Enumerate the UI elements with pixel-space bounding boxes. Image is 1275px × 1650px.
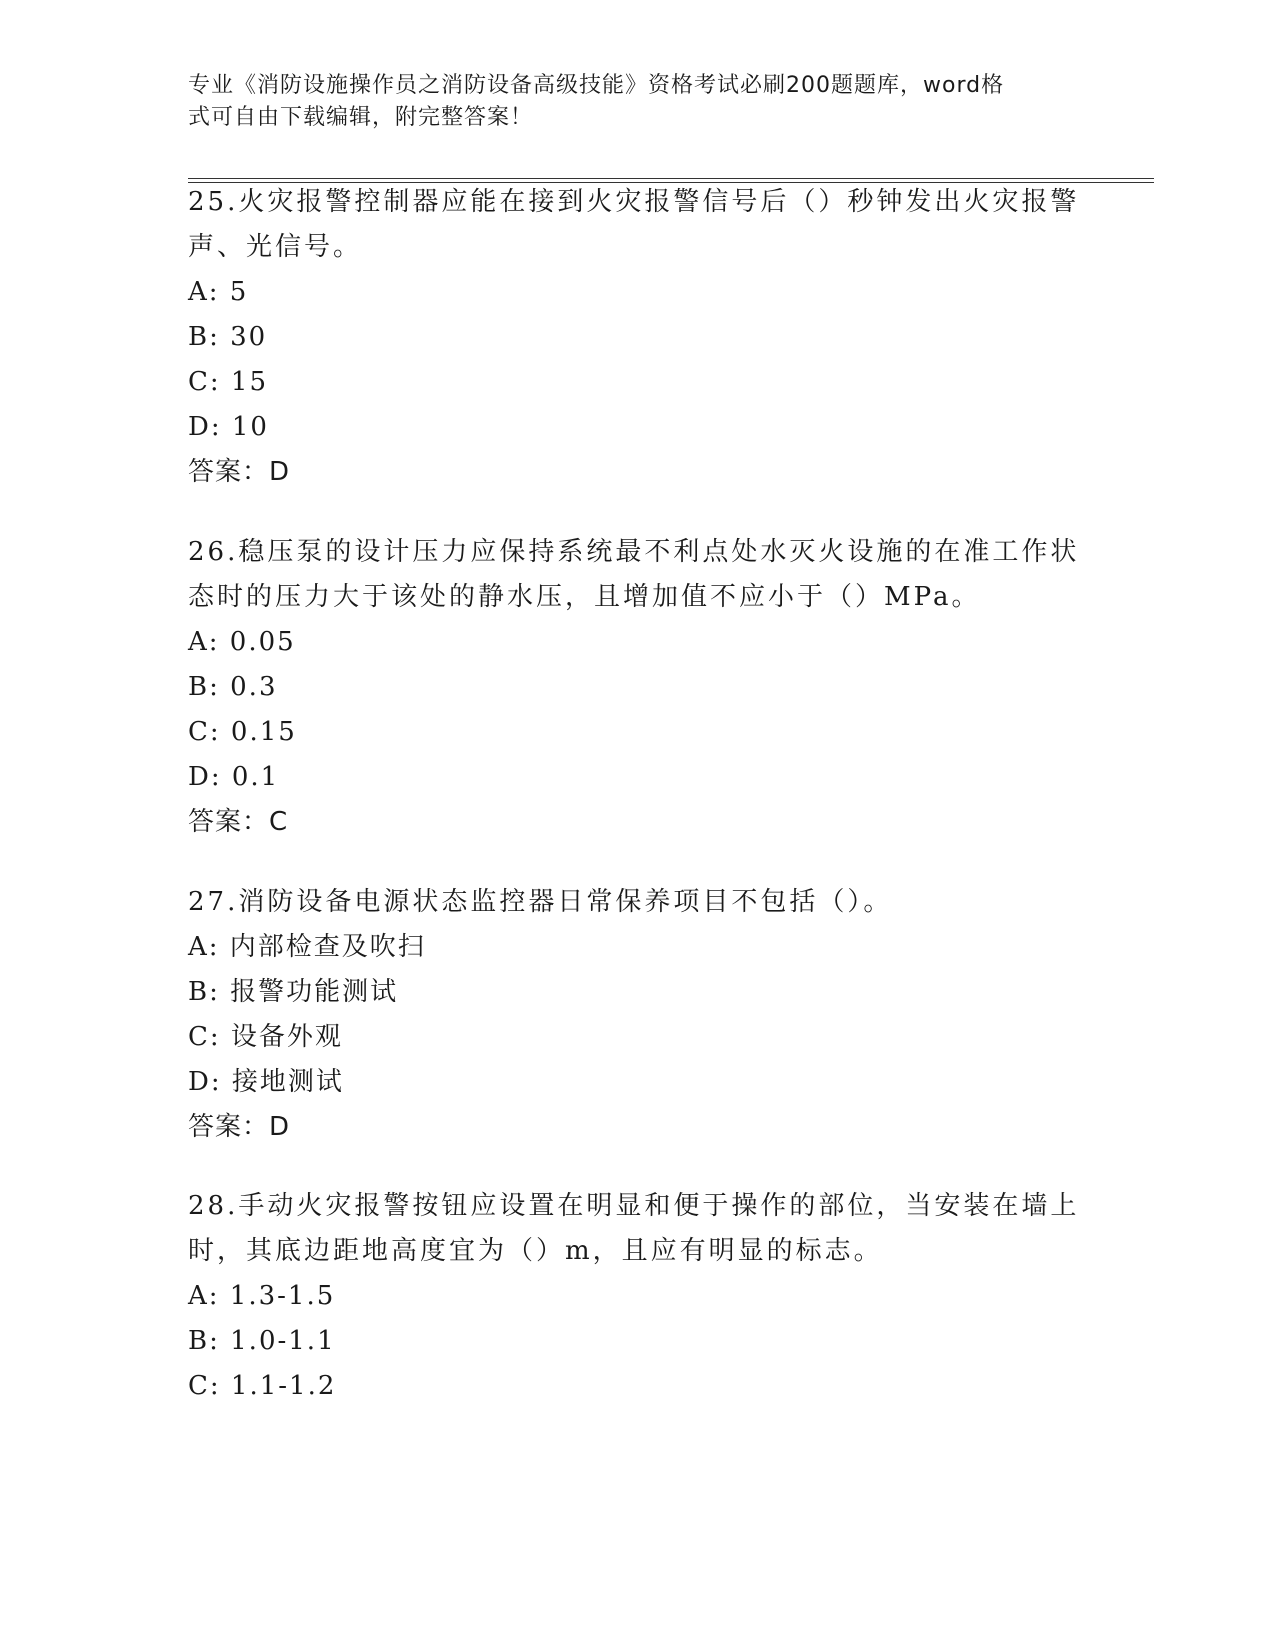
option-c: C: 15 bbox=[188, 367, 269, 397]
question-text-line: 25.火灾报警控制器应能在接到火灾报警信号后（）秒钟发出火灾报警 bbox=[188, 187, 1080, 217]
option-b: B: 1.0-1.1 bbox=[188, 1326, 336, 1356]
answer: 答案：D bbox=[188, 1112, 291, 1142]
document-header bbox=[188, 70, 1068, 134]
question-27 bbox=[188, 880, 1088, 1149]
answer: 答案：C bbox=[188, 807, 289, 837]
header-divider-top bbox=[188, 178, 1154, 179]
option-b: B: 0.3 bbox=[188, 672, 278, 702]
option-c: C: 设备外观 bbox=[188, 1022, 343, 1052]
option-d: D: 接地测试 bbox=[188, 1067, 344, 1097]
answer: 答案：D bbox=[188, 457, 291, 487]
question-26 bbox=[188, 530, 1088, 844]
question-28 bbox=[188, 1184, 1088, 1409]
option-a: A: 5 bbox=[188, 277, 249, 307]
option-a: A: 内部检查及吹扫 bbox=[188, 932, 426, 962]
header-line-1: 专业《消防设施操作员之消防设备高级技能》资格考试必刷200题题库，word格 bbox=[188, 73, 1005, 98]
option-d: D: 10 bbox=[188, 412, 269, 442]
question-text-line: 态时的压力大于该处的静水压，且增加值不应小于（）MPa。 bbox=[188, 582, 981, 612]
question-text-line: 时，其底边距地高度宜为（）m，且应有明显的标志。 bbox=[188, 1236, 883, 1266]
option-c: C: 0.15 bbox=[188, 717, 297, 747]
question-text-line: 26.稳压泵的设计压力应保持系统最不利点处水灭火设施的在准工作状 bbox=[188, 537, 1080, 567]
option-b: B: 30 bbox=[188, 322, 268, 352]
option-a: A: 0.05 bbox=[188, 627, 296, 657]
option-b: B: 报警功能测试 bbox=[188, 977, 399, 1007]
question-text-line: 声、光信号。 bbox=[188, 232, 363, 262]
question-25 bbox=[188, 180, 1088, 494]
option-a: A: 1.3-1.5 bbox=[188, 1281, 336, 1311]
question-text-line: 28.手动火灾报警按钮应设置在明显和便于操作的部位，当安装在墙上 bbox=[188, 1191, 1080, 1221]
option-c: C: 1.1-1.2 bbox=[188, 1371, 337, 1401]
question-text-line: 27.消防设备电源状态监控器日常保养项目不包括（）。 bbox=[188, 887, 893, 917]
header-line-2: 式可自由下载编辑，附完整答案！ bbox=[188, 105, 534, 130]
option-d: D: 0.1 bbox=[188, 762, 280, 792]
